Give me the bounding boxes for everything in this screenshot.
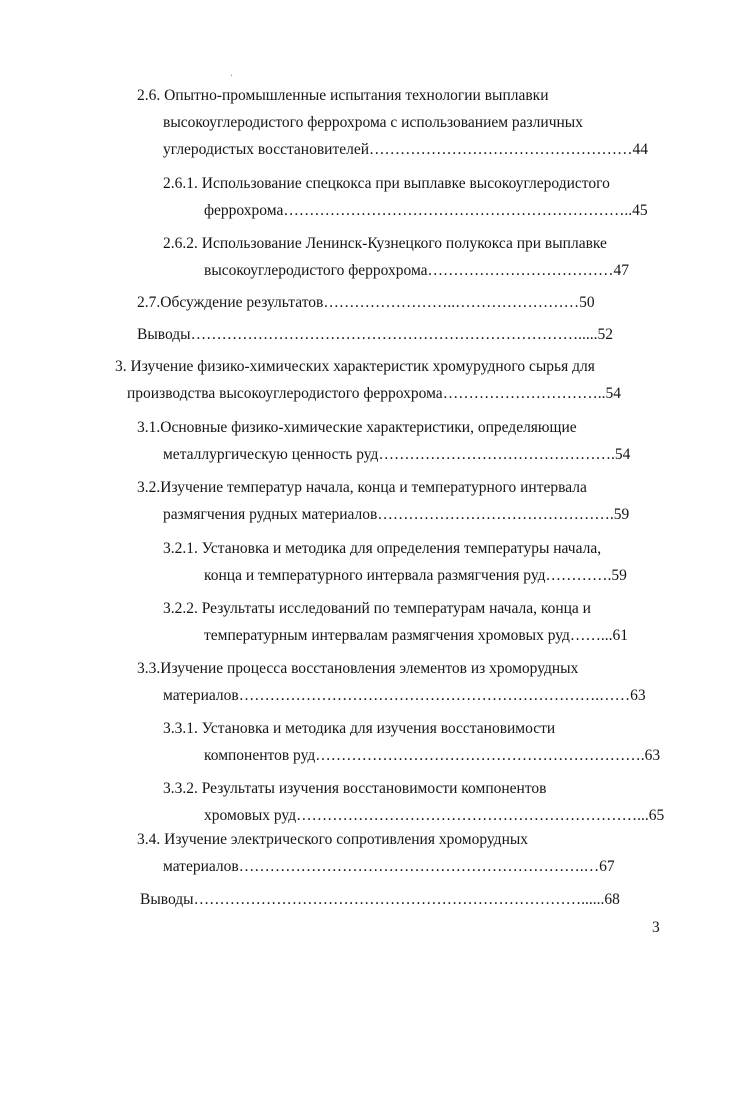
toc-entry-2-6-1-line-2: феррохрома…………………………………………………………..45 [204,202,648,219]
scan-speck: ' [231,73,233,82]
toc-entry-2-6-line-3: углеродистых восстановителей……………………………………………44 [163,141,649,158]
toc-entry-3-1-line-1: 3.1.Основные физико-химические характеристики, определяющие [137,419,577,436]
toc-entry-2-6-2-line-1: 2.6.2. Использование Ленинск-Кузнецкого полукокса при выплавке [163,235,607,252]
toc-entry-3-3-2-line-2: хромовых руд…………………………………………………………...65 [204,807,665,824]
toc-entry-conclusions-2: Выводы………………………………………………………………….....52 [137,326,613,343]
toc-entry-3-3-2-line-1: 3.3.2. Результаты изучения восстановимости компонентов [163,780,547,797]
toc-entry-3-2-line-1: 3.2.Изучение температур начала, конца и температурного интервала [137,479,587,496]
toc-entry-2-6-2-line-2: высокоуглеродистого феррохрома………………………………47 [204,262,630,279]
toc-entry-3-4-line-1: 3.4. Изучение электрического сопротивления хроморудных [137,831,529,848]
toc-entry-3-3-1-line-2: компонентов руд……………………………………………………….63 [204,747,661,764]
toc-entry-3-2-1-line-2: конца и температурного интервала размягчения руд………….59 [204,567,627,584]
toc-entry-3-3-line-2: материалов…………………………………………………………….……63 [163,687,646,704]
toc-entry-3-2-line-2: размягчения рудных материалов……………………………………….59 [163,506,630,523]
toc-entry-2-6-1-line-1: 2.6.1. Использование спецкокса при выплавке высокоуглеродистого [163,175,610,192]
toc-entry-3-1-line-2: металлургическую ценность руд……………………………………….54 [163,446,631,463]
toc-entry-3-line-1: 3. Изучение физико-химических характеристик хромурудного сырья для [115,358,595,375]
toc-entry-2-6-line-1: 2.6. Опытно-промышленные испытания технологии выплавки [137,87,549,104]
toc-entry-3-3-line-1: 3.3.Изучение процесса восстановления элементов из хроморудных [137,660,579,677]
toc-entry-3-2-2-line-2: температурным интервалам размягчения хромовых руд……...61 [204,627,629,644]
toc-entry-3-line-2: производства высокоуглеродистого феррохрома…………………………..54 [127,385,621,402]
toc-entry-3-2-1-line-1: 3.2.1. Установка и методика для определения температуры начала, [163,540,602,557]
page-number: 3 [652,919,660,936]
toc-entry-conclusions-3: Выводы…………………………………………………………………......68 [140,891,620,908]
toc-entry-2-7: 2.7.Обсуждение результатов……………………..……………………50 [137,294,595,311]
toc-entry-3-2-2-line-1: 3.2.2. Результаты исследований по температурам начала, конца и [163,600,591,617]
toc-entry-2-6-line-2: высокоуглеродистого феррохрома с использованием различных [163,114,583,131]
toc-entry-3-4-line-2: материалов………………………………………………………….…67 [163,858,615,875]
toc-entry-3-3-1-line-1: 3.3.1. Установка и методика для изучения восстановимости [163,720,556,737]
